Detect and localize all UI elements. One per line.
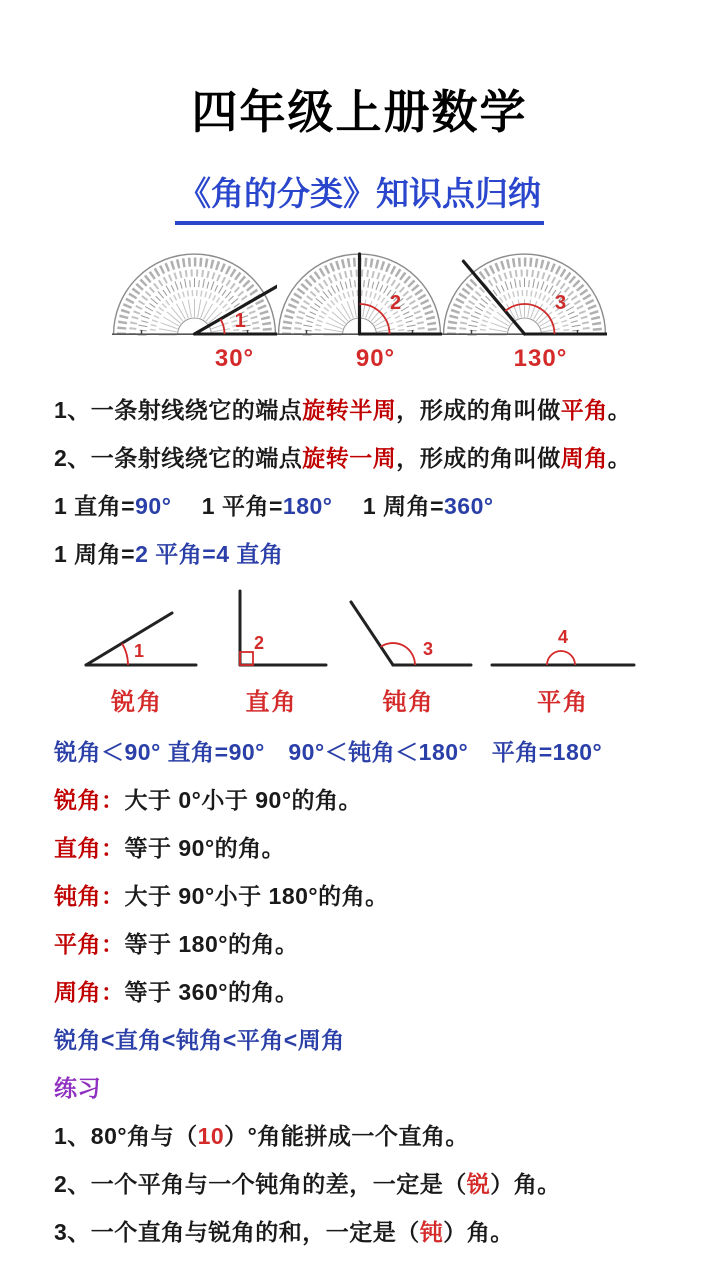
obtuse-angle-diagram xyxy=(341,585,476,680)
definition-term: 锐角： xyxy=(54,787,125,813)
text-segment: 旋转一周 xyxy=(302,445,397,471)
definition-term: 平角： xyxy=(54,931,125,957)
svg-text:3: 3 xyxy=(554,291,567,314)
text-segment: 1 平角= xyxy=(171,493,283,519)
definition-text: 等于 180°的角。 xyxy=(124,931,299,957)
definition-right xyxy=(54,831,665,865)
degree-label-90: 90° xyxy=(355,345,396,372)
protractor-130-diagram xyxy=(442,249,607,341)
definition-text: 等于 360°的角。 xyxy=(124,979,299,1005)
angle-number-label: 3 xyxy=(423,639,434,659)
text-segment: ）°角能拼成一个直角。 xyxy=(224,1123,469,1149)
protractor-figure xyxy=(54,249,665,341)
definition-text: 大于 90°小于 180°的角。 xyxy=(124,883,389,909)
definition-text: 大于 0°小于 90°的角。 xyxy=(124,787,363,813)
comparison-line: 锐角＜90° 直角=90° 90°＜钝角＜180° 平角=180° xyxy=(54,739,603,765)
exercise-line-1 xyxy=(54,1119,665,1153)
angle-number-label: 4 xyxy=(558,627,569,647)
text-segment: ）角。 xyxy=(443,1219,514,1245)
equation-line-2 xyxy=(54,537,665,571)
text-segment: 周角 xyxy=(560,445,608,471)
text-segment: 。 xyxy=(607,397,632,423)
text-segment: 360° xyxy=(444,493,494,519)
protractor-30-diagram xyxy=(112,249,277,341)
straight-angle-diagram xyxy=(488,585,638,680)
right-angle-diagram xyxy=(214,585,329,680)
exercise-line-2 xyxy=(54,1167,665,1201)
rule-line-2 xyxy=(54,441,665,475)
degree-label-30: 30° xyxy=(214,345,255,372)
equation-line-1 xyxy=(54,489,665,523)
text-segment: 锐 xyxy=(466,1171,491,1197)
angle-type-obtuse xyxy=(341,585,476,717)
text-segment: 3、一个直角与锐角的和，一定是（ xyxy=(54,1219,420,1245)
text-segment: ，形成的角叫做 xyxy=(396,445,561,471)
rule-line-1 xyxy=(54,393,665,427)
page-subtitle: 《角的分类》知识点归纳 xyxy=(175,174,544,225)
subtitle-row xyxy=(54,174,665,225)
text-segment: 2 平角=4 直角 xyxy=(135,541,284,567)
angle-name-straight: 平角 xyxy=(537,689,589,716)
angle-type-right xyxy=(214,585,329,717)
definition-term: 钝角： xyxy=(54,883,125,909)
angle-types-figure xyxy=(72,585,638,717)
definition-full xyxy=(54,975,665,1009)
practice-heading: 练习 xyxy=(54,1075,101,1101)
degree-label-130: 130° xyxy=(513,345,568,372)
text-segment: 10 xyxy=(197,1123,225,1149)
angle-type-acute xyxy=(72,585,202,717)
text-segment: 2、一条射线绕它的端点 xyxy=(54,445,303,471)
svg-text:2: 2 xyxy=(389,291,402,314)
svg-text:1: 1 xyxy=(234,310,246,332)
text-segment: 90° xyxy=(135,493,172,519)
text-segment: ）角。 xyxy=(490,1171,561,1197)
text-segment: 钝 xyxy=(419,1219,444,1245)
text-segment: 1 周角= xyxy=(332,493,445,519)
text-segment: 旋转半周 xyxy=(302,397,397,423)
definition-straight xyxy=(54,927,665,961)
acute-angle-diagram xyxy=(72,585,202,680)
definition-obtuse xyxy=(54,879,665,913)
text-segment: 1 直角= xyxy=(54,493,136,519)
definition-term: 周角： xyxy=(54,979,125,1005)
angle-name-obtuse: 钝角 xyxy=(382,689,435,716)
page-title: 四年级上册数学 xyxy=(191,86,528,138)
text-segment: 平角 xyxy=(560,397,608,423)
text-segment: 。 xyxy=(607,445,632,471)
text-segment: 1、80°角与（ xyxy=(54,1123,198,1149)
protractor-degree-labels xyxy=(54,345,665,373)
angle-name-acute: 锐角 xyxy=(111,689,163,716)
definition-acute xyxy=(54,783,665,817)
angle-name-right: 直角 xyxy=(245,689,298,716)
angle-type-straight xyxy=(488,585,638,717)
definition-term: 直角： xyxy=(54,835,125,861)
text-segment: 180° xyxy=(282,493,333,519)
exercise-line-3 xyxy=(54,1215,665,1249)
protractor-90-diagram xyxy=(277,249,442,341)
text-segment: 2、一个平角与一个钝角的差，一定是（ xyxy=(54,1171,467,1197)
text-segment: 1、一条射线绕它的端点 xyxy=(54,397,303,423)
angle-number-label: 2 xyxy=(254,633,265,653)
angle-number-label: 1 xyxy=(134,641,145,661)
text-segment: ，形成的角叫做 xyxy=(396,397,561,423)
order-line: 锐角<直角<钝角<平角<周角 xyxy=(54,1027,345,1053)
text-segment: 1 周角= xyxy=(54,541,136,567)
definition-text: 等于 90°的角。 xyxy=(124,835,286,861)
